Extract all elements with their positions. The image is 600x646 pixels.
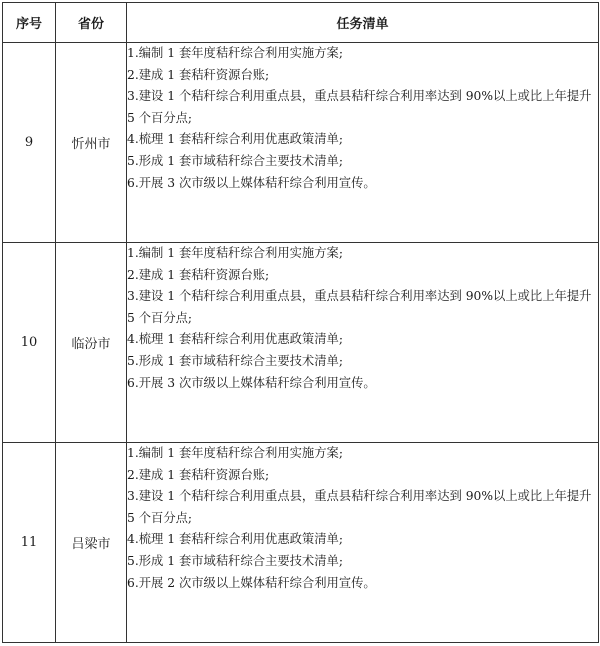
task-item: 1.编制 1 套年度秸秆综合利用实施方案; bbox=[127, 446, 343, 460]
row-province: 忻州市 bbox=[56, 43, 127, 243]
row-number: 10 bbox=[3, 243, 56, 443]
task-table bbox=[2, 2, 599, 643]
table-row bbox=[3, 43, 599, 243]
header-province: 省份 bbox=[56, 3, 127, 43]
task-item: 3.建设 1 个秸秆综合利用重点县，重点县秸秆综合利用率达到 90%以上或比上年提升 5 个百分点; bbox=[127, 89, 592, 125]
task-list-cell bbox=[127, 443, 599, 643]
task-item: 5.形成 1 套市域秸秆综合主要技术清单; bbox=[127, 353, 343, 368]
task-item: 5.形成 1 套市域秸秆综合主要技术清单; bbox=[127, 553, 343, 568]
task-item: 3.建设 1 个秸秆综合利用重点县，重点县秸秆综合利用率达到 90%以上或比上年提升 5 个百分点; bbox=[127, 489, 592, 525]
task-list-cell bbox=[127, 43, 599, 243]
task-item: 4.梳理 1 套秸秆综合利用优惠政策清单; bbox=[127, 532, 343, 547]
task-item: 3.建设 1 个秸秆综合利用重点县，重点县秸秆综合利用率达到 90%以上或比上年提升 5 个百分点; bbox=[127, 289, 592, 325]
task-item: 6.开展 3 次市级以上媒体秸秆综合利用宣传。 bbox=[127, 175, 376, 190]
task-item: 6.开展 3 次市级以上媒体秸秆综合利用宣传。 bbox=[127, 375, 376, 390]
row-province: 吕梁市 bbox=[56, 443, 127, 643]
header-task-list: 任务清单 bbox=[127, 3, 599, 43]
task-item: 6.开展 2 次市级以上媒体秸秆综合利用宣传。 bbox=[127, 575, 376, 590]
table-header-row bbox=[3, 3, 599, 43]
task-item: 4.梳理 1 套秸秆综合利用优惠政策清单; bbox=[127, 332, 343, 347]
task-item: 1.编制 1 套年度秸秆综合利用实施方案; bbox=[127, 246, 343, 260]
task-item: 2.建成 1 套秸秆资源台账; bbox=[127, 67, 270, 82]
table-row bbox=[3, 243, 599, 443]
table-row bbox=[3, 443, 599, 643]
task-item: 2.建成 1 套秸秆资源台账; bbox=[127, 267, 270, 282]
header-number: 序号 bbox=[3, 3, 56, 43]
task-item: 1.编制 1 套年度秸秆综合利用实施方案; bbox=[127, 46, 343, 60]
row-number: 9 bbox=[3, 43, 56, 243]
task-item: 4.梳理 1 套秸秆综合利用优惠政策清单; bbox=[127, 132, 343, 147]
task-item: 5.形成 1 套市域秸秆综合主要技术清单; bbox=[127, 153, 343, 168]
task-list-cell bbox=[127, 243, 599, 443]
row-province: 临汾市 bbox=[56, 243, 127, 443]
task-item: 2.建成 1 套秸秆资源台账; bbox=[127, 467, 270, 482]
row-number: 11 bbox=[3, 443, 56, 643]
